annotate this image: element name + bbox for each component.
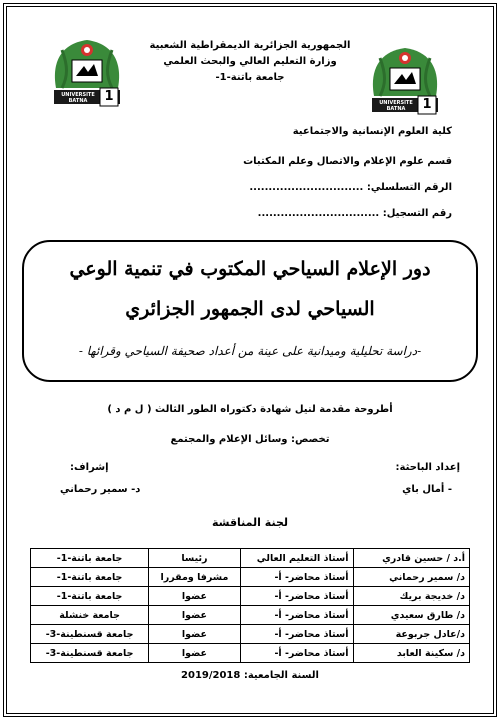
member-university: جامعة خنشلة — [31, 606, 149, 625]
member-university: جامعة قسنطينة-3- — [31, 625, 149, 644]
member-role: عضوا — [149, 625, 241, 644]
academic-year — [0, 670, 500, 681]
table-row — [31, 644, 470, 663]
serial-number: الرقم التسلسلي: .............................. — [249, 182, 452, 193]
thesis-title-line2: السياحي لدى الجمهور الجزائري — [125, 298, 375, 320]
university-logo-left — [48, 36, 126, 114]
member-name: أ.د / حسين قادري — [353, 549, 469, 568]
logo-text: UNIVERSITE BATNA — [61, 92, 95, 104]
member-name: د/عادل جربوعة — [353, 625, 469, 644]
table-row — [31, 606, 470, 625]
registration-number: رقم التسجيل: ................................ — [257, 208, 452, 219]
academic-year-value: 2019/2018 — [181, 670, 241, 681]
thesis-subtitle: -دراسة تحليلية وميدانية على عينة من أعداد صحيفة السياحي وقرائها - — [78, 344, 422, 358]
member-name: د/ طارق سعيدي — [353, 606, 469, 625]
member-rank: أستاذ محاضر- أ- — [240, 625, 353, 644]
member-role: رئيسا — [149, 549, 241, 568]
academic-year-label: السنة الجامعية: — [243, 670, 319, 681]
supervisor-name: د- سمير رحماني — [60, 484, 141, 495]
member-university: جامعة باتنة-1- — [31, 587, 149, 606]
table-row — [31, 568, 470, 587]
university-logo-right — [366, 44, 444, 122]
member-role: مشرفا ومقررا — [149, 568, 241, 587]
university-name: جامعة باتنة-1- — [215, 72, 285, 83]
researcher-name: - أمال باي — [402, 484, 452, 495]
thesis-title-line1: دور الإعلام السياحي المكتوب في تنمية الوعي — [69, 258, 431, 280]
member-rank: أستاذ التعليم العالي — [240, 549, 353, 568]
member-name: د/ سكينة العابد — [353, 644, 469, 663]
logo-number: 1 — [422, 97, 432, 112]
logo-number: 1 — [104, 89, 114, 104]
committee-table — [30, 548, 470, 663]
member-university: جامعة قسنطينة-3- — [31, 644, 149, 663]
table-row — [31, 549, 470, 568]
table-row — [31, 625, 470, 644]
prepared-by-label: إعداد الباحثة: — [395, 462, 460, 473]
member-rank: أستاذ محاضر- أ- — [240, 644, 353, 663]
member-rank: أستاذ محاضر- أ- — [240, 587, 353, 606]
member-role: عضوا — [149, 644, 241, 663]
member-rank: أستاذ محاضر- أ- — [240, 606, 353, 625]
ministry-name: وزارة التعليم العالي والبحث العلمي — [163, 56, 337, 67]
logo-text: UNIVERSITE BATNA — [379, 100, 413, 112]
supervision-label: إشراف: — [70, 462, 109, 473]
department-name: قسم علوم الإعلام والاتصال وعلم المكتبات — [243, 156, 452, 167]
member-role: عضوا — [149, 587, 241, 606]
specialization: تخصص: وسائل الإعلام والمجتمع — [170, 434, 330, 445]
member-rank: أستاذ محاضر- أ- — [240, 568, 353, 587]
member-university: جامعة باتنة-1- — [31, 549, 149, 568]
member-university: جامعة باتنة-1- — [31, 568, 149, 587]
faculty-name: كلية العلوم الإنسانية والاجتماعية — [292, 126, 452, 137]
member-role: عضوا — [149, 606, 241, 625]
member-name: د/ سمير رحماني — [353, 568, 469, 587]
republic-name: الجمهورية الجزائرية الديمقراطية الشعبية — [149, 40, 351, 51]
degree-text: أطروحة مقدمة لنيل شهادة دكتوراه الطور الثالث ( ل م د ) — [107, 404, 393, 415]
table-row — [31, 587, 470, 606]
committee-title: لجنة المناقشة — [211, 516, 288, 529]
member-name: د/ خديجة بريك — [353, 587, 469, 606]
